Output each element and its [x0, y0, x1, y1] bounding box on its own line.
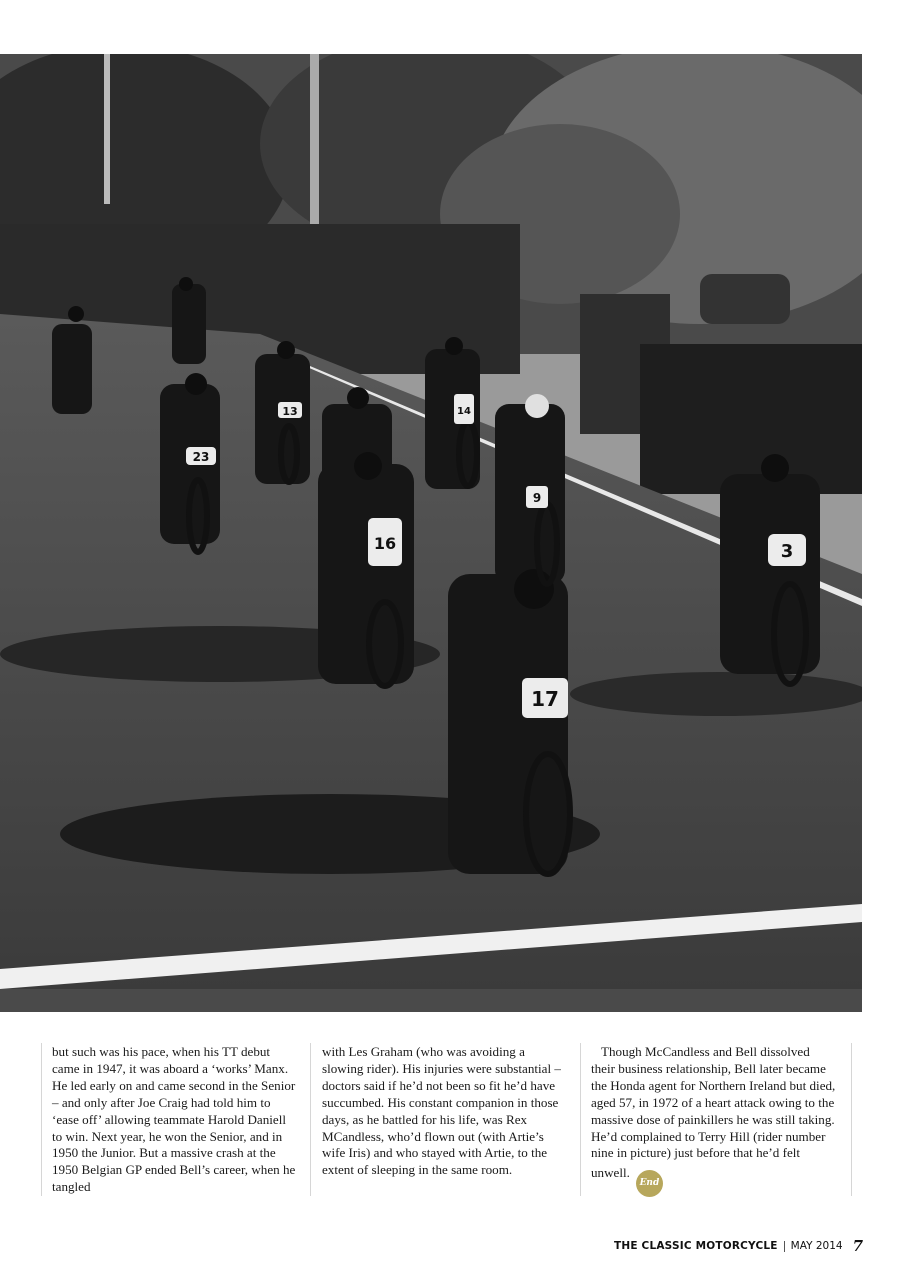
column-rule-right [851, 1043, 852, 1196]
page-number: 7 [852, 1237, 863, 1255]
text-column-1 [52, 1044, 298, 1196]
text-column-2 [322, 1044, 568, 1196]
body-text: but such was his pace, when his TT debut came in 1947, it was aboard a ‘works’ Manx. He led early on and came second in the Senior – and only after Joe Craig had told him to ‘ease off’ allowing teammate Harold Daniell to win. Next year, he won the Senior, and in 1950 the Junior. But a massive crash at the 1950 Belgian GP ended Bell’s career, when he tangled [52, 1044, 296, 1195]
page-footer [614, 1236, 863, 1256]
text-column-3 [591, 1044, 837, 1196]
footer-divider [784, 1241, 785, 1252]
magazine-title: THE CLASSIC MOTORCYCLE [613, 1240, 778, 1252]
column-rule-2 [580, 1043, 581, 1196]
end-badge-icon: End [636, 1170, 663, 1197]
body-text [591, 1044, 837, 1189]
rider-number-13: 13 [282, 405, 298, 418]
rider-number-17: 17 [531, 687, 559, 711]
race-photo [0, 54, 862, 1012]
rider-number-3: 3 [780, 541, 794, 562]
rider-number-9: 9 [532, 491, 542, 505]
rider-number-23: 23 [192, 450, 210, 464]
rider-number-16: 16 [373, 534, 397, 553]
column-rule-left [41, 1043, 42, 1196]
body-text-last: Though McCandless and Bell dissolved their business relationship, Bell later became the Honda agent for Northern Ireland but died, aged 57, in 1972 of a heart attack owing to the massive dose of painkillers he was still taking. He’d complained to Terry Hill (rider number nine in picture) just before that he’d felt unwell. [591, 1044, 836, 1181]
column-rule-1 [310, 1043, 311, 1196]
issue-date: MAY 2014 [790, 1240, 843, 1252]
rider-number-14: 14 [457, 406, 471, 417]
body-text: with Les Graham (who was avoiding a slowing rider). His injuries were substantial – doctors said if he’d not been so fit he’d have succumbed. His constant companion in those days, as he battled for his life, was Rex MCandless, who’d flown out (with Artie’s wife Iris) and who stayed with Artie, to the extent of sleeping in the same room. [322, 1044, 561, 1178]
